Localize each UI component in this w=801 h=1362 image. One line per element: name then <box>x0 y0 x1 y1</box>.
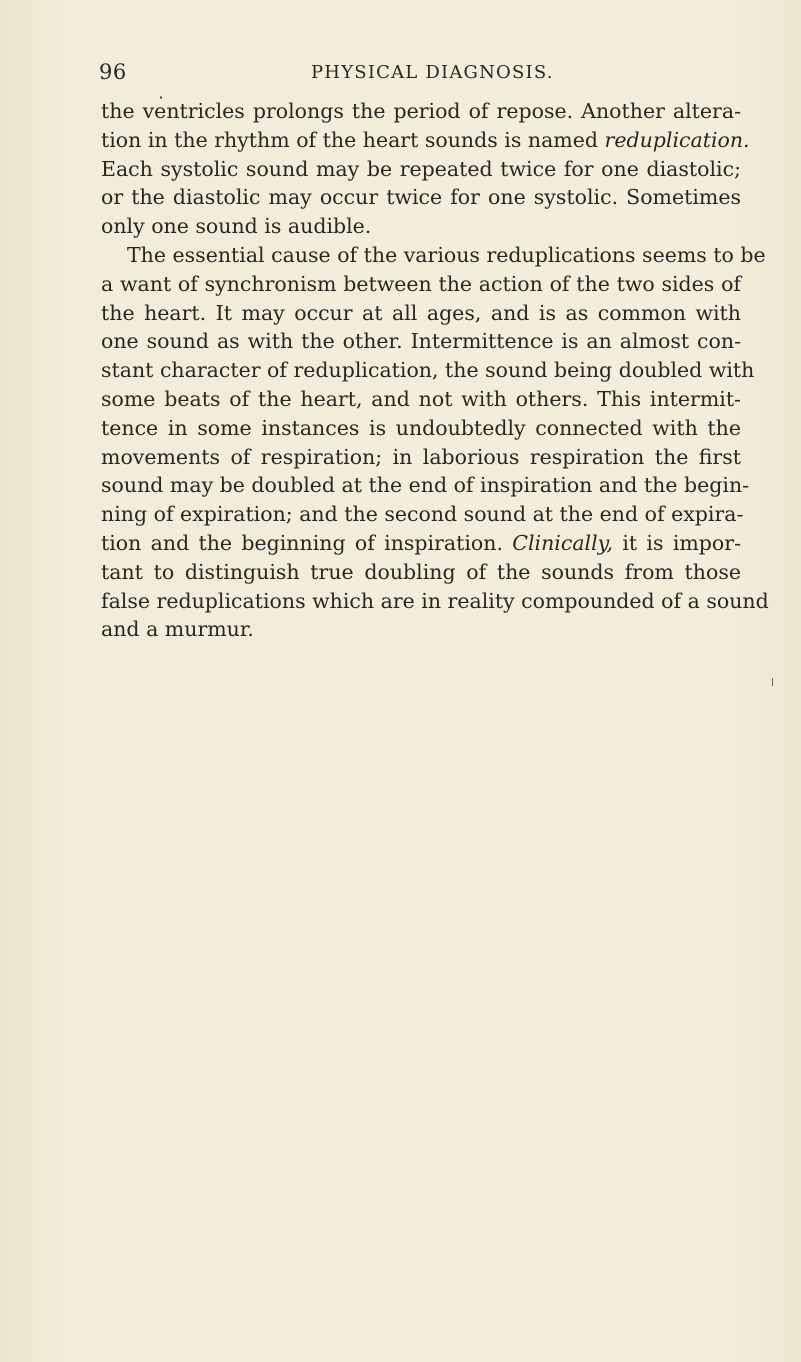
text-line: false reduplications which are in reality compounded of a sound <box>101 588 769 613</box>
text-line: tion in the rhythm of the heart sounds is named reduplication. <box>101 127 750 152</box>
paragraph-2 <box>101 241 769 644</box>
text-line: only one sound is audible. <box>101 214 372 239</box>
text-line: or the diastolic may occur twice for one systolic. Sometimes <box>101 185 741 210</box>
italic-term: reduplication. <box>604 127 750 152</box>
running-head <box>99 60 739 88</box>
text-line: sound may be doubled at the end of inspiration and the begin- <box>101 473 750 498</box>
paper-speck <box>160 96 162 99</box>
body-text <box>101 97 769 644</box>
running-title: PHYSICAL DIAGNOSIS. <box>311 62 554 83</box>
text-line: tence in some instances is undoubtedly connected with the <box>101 415 741 440</box>
text-line: the ventricles prolongs the period of repose. Another altera- <box>101 99 741 123</box>
paragraph-1 <box>101 97 750 241</box>
text-line: The essential cause of the various reduplications seems to be <box>127 242 766 267</box>
italic-term: Clinically, <box>512 530 614 555</box>
text-line: Each systolic sound may be repeated twice for one diastolic; <box>101 156 741 181</box>
text-line: one sound as with the other. Intermittence is an almost con- <box>101 329 741 354</box>
text-line: and a murmur. <box>101 617 254 642</box>
text-line: movements of respiration; in laborious respiration the first <box>101 444 741 469</box>
text-line: stant character of reduplication, the sound being doubled with <box>101 358 755 383</box>
text-line: some beats of the heart, and not with others. This intermit- <box>101 386 741 411</box>
text-line: a want of synchronism between the action of the two sides of <box>101 271 741 296</box>
paper-speck <box>772 678 773 686</box>
text-line: the heart. It may occur at all ages, and is as common with <box>101 300 741 325</box>
text-line: tant to distinguish true doubling of the sounds from those <box>101 559 741 584</box>
text-line: ning of expiration; and the second sound at the end of expira- <box>101 502 744 527</box>
text-line: tion and the beginning of inspiration. Clinically, it is impor- <box>101 530 742 555</box>
page-number: 96 <box>99 60 127 84</box>
